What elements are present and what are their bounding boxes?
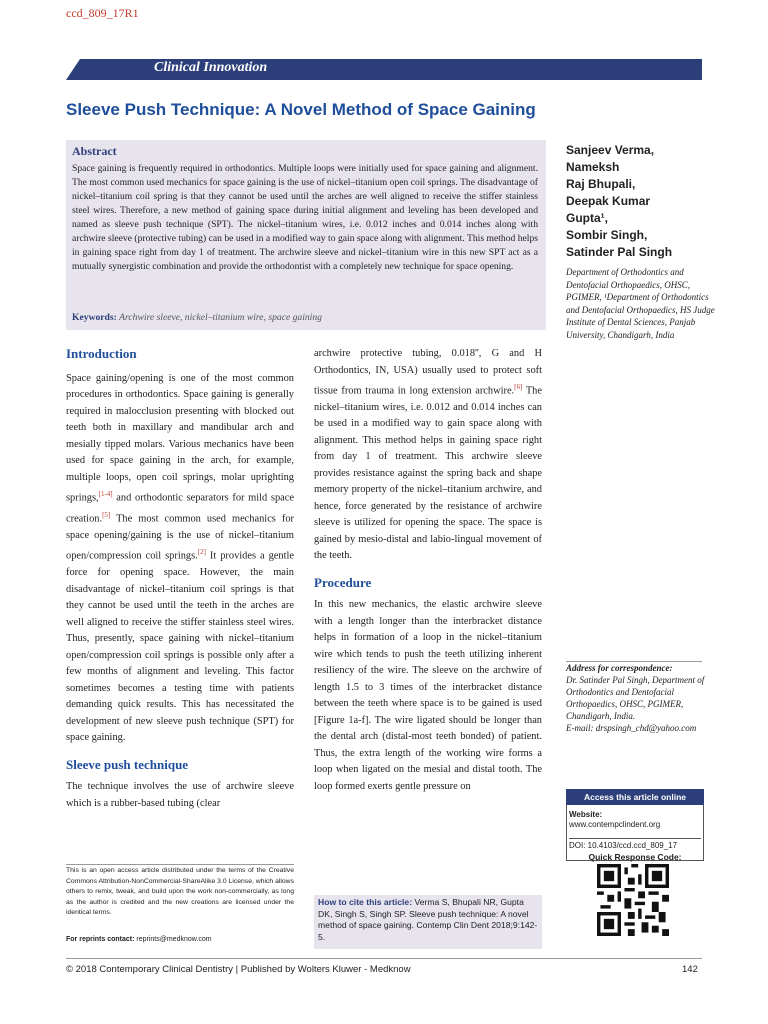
- section-band: [66, 59, 702, 80]
- procedure-heading: Procedure: [314, 574, 372, 590]
- citation-box: [314, 895, 542, 949]
- author-line: Gupta¹,: [566, 211, 608, 225]
- reprints-email[interactable]: reprints@medknow.com: [134, 936, 212, 943]
- qr-code-icon[interactable]: [597, 864, 669, 936]
- footer-text: © 2018 Contemporary Clinical Dentistry | Published by Wolters Kluwer - Medknow: [66, 964, 411, 975]
- author-line: Raj Bhupali,: [566, 177, 636, 191]
- correspondence: [566, 662, 716, 734]
- column-middle: [314, 346, 542, 795]
- footer-divider: [66, 958, 702, 959]
- author-list: [566, 142, 716, 261]
- column-left: [66, 346, 294, 812]
- license-text: This is an open access article distributed under the terms of the Creative Commons Attribution-NonCommercial-ShareAlike 3.0 License, which allows others to remix, tweak, and build upon the work non-commercially, as long as the author is credited and the new creations are licensed under the identical terms.: [66, 867, 294, 916]
- qr-label: Quick Response Code:: [588, 852, 682, 862]
- citation-label: How to cite this article:: [318, 897, 413, 907]
- author-line: Sombir Singh,: [566, 228, 648, 242]
- website-link[interactable]: www.contempclindent.org: [569, 820, 661, 829]
- section-band-label: Clinical Innovation: [154, 60, 268, 75]
- abstract-box: [66, 140, 546, 330]
- keywords-label: Keywords:: [72, 312, 117, 323]
- correspondence-text: Dr. Satinder Pal Singh, Department of Orthodontics and Dentofacial Orthopaedics, OHSC, PGIMER, Chandigarh, India.: [566, 675, 705, 721]
- ref-2[interactable]: [2]: [197, 548, 206, 557]
- website-label: Website:: [569, 810, 603, 819]
- ref-1-4[interactable]: [1-4]: [98, 490, 113, 498]
- license-divider: [66, 864, 294, 865]
- sleeve-paragraph: The technique involves the use of archwire sleeve which is a rubber-based tubing (clear: [66, 781, 294, 809]
- doi[interactable]: DOI: 10.4103/ccd.ccd_809_17: [569, 838, 701, 851]
- ref-6[interactable]: [6]: [514, 383, 523, 391]
- abstract-heading: Abstract: [72, 144, 117, 158]
- article-title: Sleeve Push Technique: A Novel Method of Space Gaining: [66, 100, 536, 119]
- citation-text: Verma S, Bhupali NR, Gupta DK, Singh S, Singh SP. Sleeve push technique: A novel method of space gaining. Contemp Clin Dent 2018;9:142-5.: [318, 897, 538, 942]
- sleeve-continued: archwire protective tubing, 0.018'', G and H Orthodontics, IN, USA) usually used to protect soft tissue from trauma in long extension archwire.[6] The nickel–titanium wires, i.e. 0.012 and 0.014 inches can be used in a modified way to gain space along with alignment. This method helps in gaining space right from day 1 of treatment. This archwire sleeve provides resistance against the spring back and shape memory property of the nickel–titanium archwire, and hence, force generated by the resistance of archwire sleeve is utilized for opening the space. The space is gained by mesio-distal and labio-lingual movement of the teeth.: [314, 348, 542, 562]
- access-heading: Access this article online: [566, 789, 704, 805]
- reprints: [66, 936, 294, 943]
- correspondence-email[interactable]: E-mail: drspsingh_chd@yahoo.com: [566, 723, 697, 733]
- affiliation: Department of Orthodontics and Dentofacial Orthopaedics, OHSC, PGIMER, ¹Department of Orthodontics and Dentofacial Orthopaedics, HS Judge Institute of Dental Sciences, Panjab University, Chandigarh, India: [566, 267, 715, 340]
- ref-5[interactable]: [5]: [102, 510, 111, 519]
- reprints-label: For reprints contact:: [66, 936, 135, 943]
- author-line: Nameksh: [566, 160, 620, 174]
- author-line: Deepak Kumar: [566, 194, 651, 208]
- abstract-text: Space gaining is frequently required in orthodontics. Multiple loops were initially used for space gaining and alignment. The most common used mechanics for space gaining is the use of nickel–titanium open coil springs. The disadvantage of nickel–titanium coil spring is that they cannot be used until the arches are well aligned to receive the stiffer stainless steel wires. Therefore, a new method of gaining space during initial alignment and leveling has been developed and named as sleeve push technique (SPT). The nickel–titanium wires, i.e. 0.012 inches and 0.014 inches along with archwire sleeve (protective tubing) can be used in a modified way to gain space along with alignment. This method helps in gaining space right from day 1 of treatment. The archwire sleeve and nickel–titanium wire in this new SPT act as a mutually synergistic combination and provide the orthodontist with a completely new technique for space opening.: [72, 163, 538, 272]
- correspondence-label: Address for correspondence:: [566, 663, 673, 673]
- intro-paragraph: Space gaining/opening is one of the most common procedures in orthodontics. Space gaining is generally required in malocclusion presenting with blocked out teeth both in maxillary and mandibular arch and mesially tipped molars. Various mechanics have been used for space gaining in the arch, for example, multiple loops, open coil springs, molar uprighting springs,[1-4] and orthodontic separators for mild space creation.[5] The most common used mechanics for space opening/gaining is the use of nickel–titanium open/compression coil springs.[2] It provides a gentle force for opening space. However, the main disadvantage of nickel–titanium coil springs is that they cannot be used until the teeth in the arches are well aligned to receive the stiffer stainless steel wires. Thus, presently, space gaining with nickel–titanium open/compression coil springs is possible only after a few months of alignment and leveling. This factor sometimes becomes a testing time with patients demanding quick results. This has necessitated the development of new sleeve push technique (SPT) for space gaining.: [66, 372, 294, 744]
- band-notch: [66, 59, 80, 80]
- page-number: 142: [682, 964, 698, 975]
- author-line: Sanjeev Verma,: [566, 143, 655, 157]
- author-line: Satinder Pal Singh: [566, 245, 673, 259]
- doc-code: ccd_809_17R1: [66, 6, 139, 20]
- sleeve-heading: Sleeve push technique: [66, 756, 189, 772]
- procedure-paragraph: In this new mechanics, the elastic archwire sleeve with a length longer than the interbracket distance helps in formation of a loop in the nickel–titanium wire which tends to push the teeth utilizing inherent resiliency of the wire. The sleeve on the archwire of length 1.5 to 3 times of the interbracket distance between the teeth where space is to be gained is used [Figure 1a-f]. The wire ligated should be longer than the dental arch (distal-most teeth bonded) of patient. Thus, the extra length of the working wire forms a loop when ligated on the mesial and distal tooth. The loop formed exerts gentle pressure on: [314, 599, 542, 792]
- keywords-list: Archwire sleeve, nickel–titanium wire, space gaining: [119, 312, 322, 323]
- intro-heading: Introduction: [66, 346, 137, 361]
- keywords: [72, 312, 322, 323]
